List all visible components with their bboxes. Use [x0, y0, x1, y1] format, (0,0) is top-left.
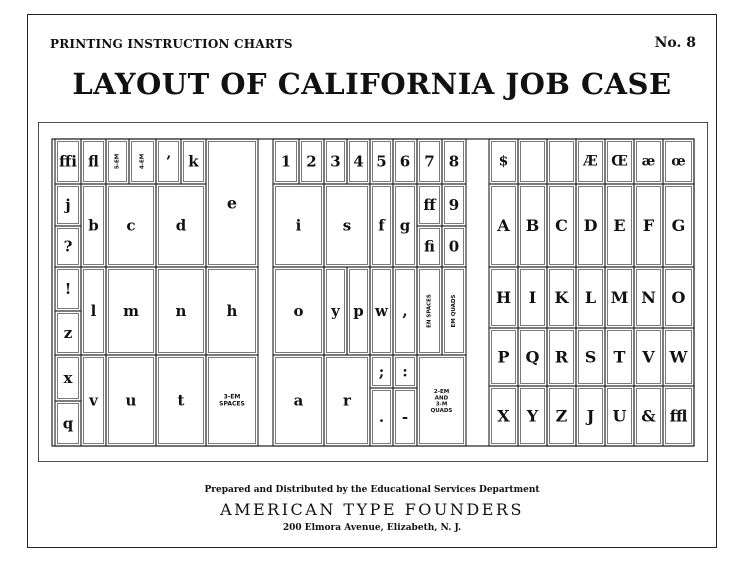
- case-i: i: [295, 216, 302, 235]
- case-period: .: [378, 408, 385, 426]
- case-cap-1-4: E: [613, 216, 626, 235]
- case-em-quads-label: EM QUADS: [451, 294, 457, 328]
- case-cap-4-2: Z: [555, 406, 568, 426]
- case-en-spaces-label: EN SPACES: [426, 294, 433, 328]
- case-cap-4-3: J: [586, 406, 595, 426]
- case-fi: fi: [424, 237, 435, 256]
- case-empty-0-1-inner: [521, 142, 545, 182]
- case-cap-4-5: &: [641, 406, 656, 426]
- series-title: PRINTING INSTRUCTION CHARTS: [50, 37, 293, 51]
- case-cap-3-5: V: [642, 347, 655, 367]
- case-cap-2-4: M: [610, 288, 629, 307]
- company-address: 200 Elmora Avenue, Elizabeth, N. J.: [282, 523, 462, 533]
- case-question: ?: [63, 237, 73, 256]
- case-l: l: [90, 302, 97, 320]
- case-v: v: [89, 391, 98, 410]
- case-cap-1-5: F: [642, 216, 655, 235]
- case-cap-2-2: K: [554, 288, 569, 307]
- case-p: p: [353, 302, 364, 320]
- case-figure-0: 0: [448, 237, 460, 256]
- case-figure-7: 7: [424, 152, 435, 171]
- case-cap-0-6: œ: [671, 153, 686, 170]
- case-cap-1-6: G: [671, 216, 686, 235]
- case-e: e: [226, 193, 238, 213]
- case-cap-2-0: H: [495, 288, 512, 307]
- case-sort-5: k: [188, 152, 199, 171]
- case-r: r: [343, 391, 351, 410]
- case-g: g: [399, 216, 411, 235]
- case-hyphen: -: [401, 408, 409, 426]
- case-empty-0-1-box: [518, 139, 547, 184]
- case-empty-0-2-inner: [550, 142, 574, 182]
- case-cap-1-0: A: [497, 216, 510, 235]
- case-inner-frame: [52, 139, 694, 446]
- case-cap-3-4: T: [613, 347, 626, 367]
- case-j: j: [65, 196, 71, 214]
- case-b: b: [88, 216, 99, 235]
- case-cap-0-0: $: [498, 153, 509, 170]
- case-f: f: [378, 216, 385, 235]
- case-sort-4: ’: [165, 152, 172, 171]
- case-w: w: [375, 302, 388, 320]
- case-colon: :: [402, 362, 408, 381]
- case-figure-1: 1: [280, 152, 292, 171]
- prepared-by-line: Prepared and Distributed by the Educational Services Department: [204, 485, 540, 495]
- case-3em-spaces: 3-EM SPACES: [219, 393, 245, 408]
- case-cap-3-1: Q: [525, 347, 540, 367]
- case-cap-1-2: C: [555, 216, 568, 235]
- case-empty-0-2-box: [547, 139, 576, 184]
- case-a: a: [293, 391, 304, 410]
- case-cap-0-5: æ: [641, 153, 656, 170]
- case-y: y: [331, 302, 340, 320]
- company-name: AMERICAN TYPE FOUNDERS: [220, 500, 524, 519]
- case-4-em: 4-EM: [139, 153, 146, 170]
- case-semicolon: ;: [378, 362, 385, 381]
- case-cap-3-6: W: [669, 347, 688, 367]
- case-cap-2-1: I: [528, 288, 537, 307]
- case-z: z: [63, 324, 73, 342]
- case-sort-1: fl: [88, 152, 99, 171]
- case-m: m: [123, 302, 139, 320]
- case-figure-4: 4: [353, 152, 364, 171]
- case-q: q: [62, 414, 74, 433]
- case-h: h: [226, 302, 238, 320]
- case-s: s: [342, 216, 352, 235]
- case-n: n: [175, 302, 187, 320]
- case-figure-9: 9: [448, 196, 460, 214]
- case-cap-2-3: L: [584, 288, 597, 307]
- case-u: u: [125, 391, 137, 410]
- case-cap-3-3: S: [584, 347, 597, 367]
- case-cap-4-0: X: [497, 406, 510, 426]
- case-sort-0: ffi: [58, 152, 78, 171]
- case-figure-5: 5: [376, 152, 387, 171]
- case-cap-3-2: R: [554, 347, 569, 367]
- case-cap-4-6: ffl: [669, 406, 688, 426]
- case-figure-3: 3: [330, 152, 341, 171]
- case-comma: ,: [402, 302, 408, 320]
- case-cap-1-1: B: [525, 216, 540, 235]
- case-cap-2-6: O: [671, 288, 686, 307]
- case-cap-4-4: U: [612, 406, 627, 426]
- case-c: c: [126, 216, 136, 235]
- case-ff: ff: [423, 196, 436, 214]
- page-title: LAYOUT OF CALIFORNIA JOB CASE: [72, 67, 672, 101]
- case-5-em: 5-EM: [114, 153, 121, 170]
- job-case-diagram: [38, 122, 708, 462]
- case-cap-2-5: N: [641, 288, 656, 307]
- chart-number: No. 8: [654, 35, 696, 51]
- case-cap-3-0: P: [497, 347, 510, 367]
- case-o: o: [293, 302, 304, 320]
- case-t: t: [177, 391, 185, 410]
- case-figure-8: 8: [448, 152, 460, 171]
- case-d: d: [175, 216, 187, 235]
- case-cap-4-1: Y: [526, 406, 539, 426]
- case-excl: !: [64, 280, 72, 298]
- case-x: x: [63, 369, 73, 387]
- case-cap-0-3: Æ: [583, 153, 598, 170]
- case-cap-1-3: D: [583, 216, 598, 235]
- case-cap-0-4: Œ: [611, 153, 628, 170]
- case-2em-quads: 2-EM AND 3-M QUADS: [430, 388, 453, 414]
- case-figure-2: 2: [306, 152, 317, 171]
- case-divider-left: [258, 139, 273, 446]
- case-divider-right: [466, 139, 489, 446]
- case-figure-6: 6: [399, 152, 411, 171]
